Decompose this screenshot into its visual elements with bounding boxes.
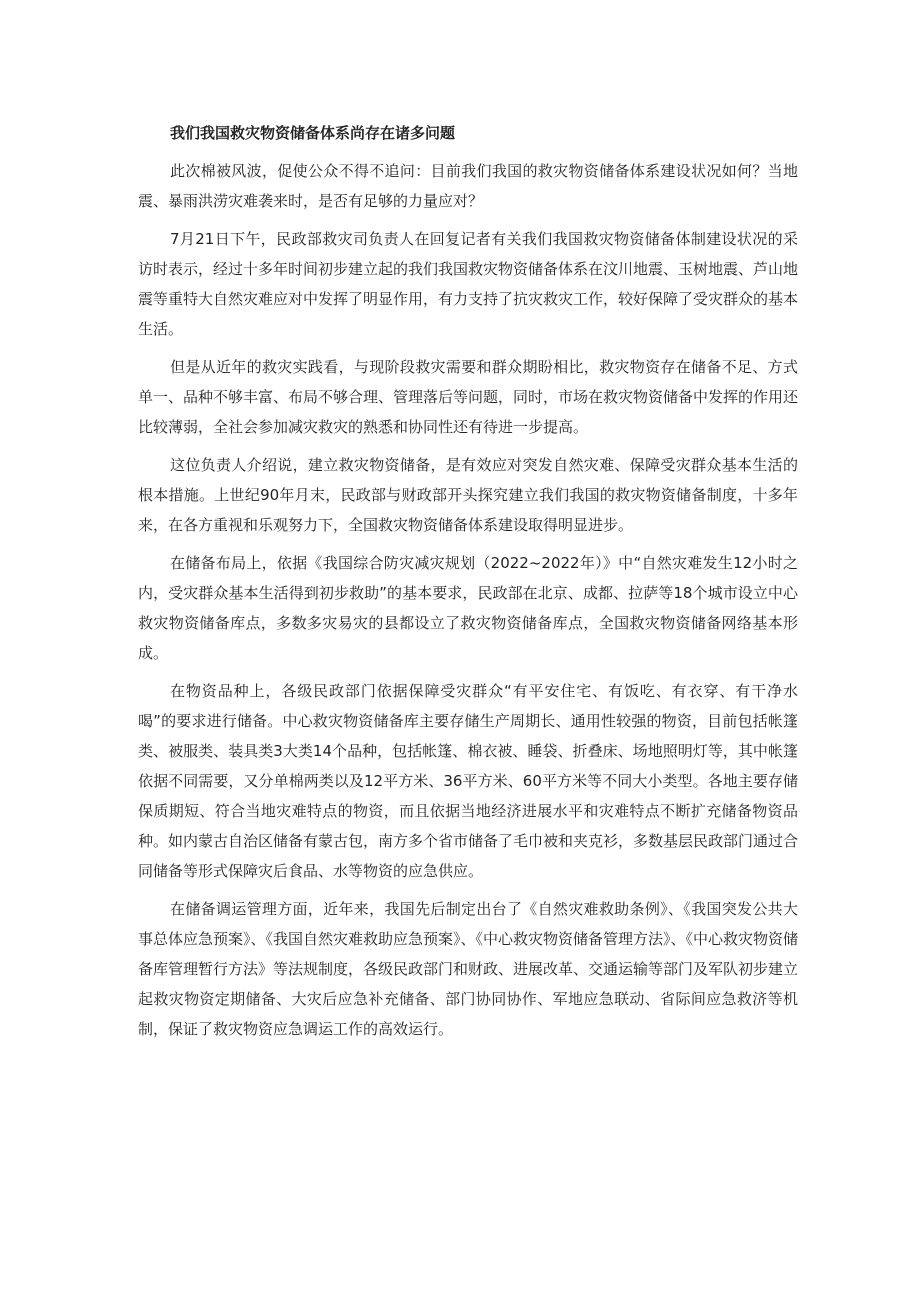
paragraph-5: 在储备布局上，依据《我国综合防灾减灾规划（2022~2022年）》中“自然灾难发生12小时之内，受灾群众基本生活得到初步救助”的基本要求，民政部在北京、成都、拉萨等18个城市设立中心救灾物资储备库点，多数多灾易灾的县都设立了救灾物资储备库点，全国救灾物资储备网络基本形成。 bbox=[138, 554, 798, 662]
paragraph-4: 这位负责人介绍说，建立救灾物资储备，是有效应对突发自然灾难、保障受灾群众基本生活的根本措施。上世纪90年月末，民政部与财政部开头探究建立我们我国的救灾物资储备制度，十多年来，在各方重视和乐观努力下，全国救灾物资储备体系建设取得明显进步。 bbox=[138, 456, 798, 534]
paragraph-3: 但是从近年的救灾实践看，与现阶段救灾需要和群众期盼相比，救灾物资存在储备不足、方式单一、品种不够丰富、布局不够合理、管理落后等问题，同时，市场在救灾物资储备中发挥的作用还比较薄弱，全社会参加减灾救灾的熟悉和协同性还有待进一步提高。 bbox=[138, 358, 799, 436]
document-title: 我们我国救灾物资储备体系尚存在诸多问题 bbox=[170, 124, 456, 142]
paragraph-7: 在储备调运管理方面，近年来，我国先后制定出台了《自然灾难救助条例》、《我国突发公共大事总体应急预案》、《我国自然灾难救助应急预案》、《中心救灾物资储备管理方法》、《中心救灾物资储备库管理暂行方法》等法规制度，各级民政部门和财政、进展改革、交通运输等部门及军队初步建立起救灾物资定期储备、大灾后应急补充储备、部门协同协作、军地应急联动、省际间应急救济等机制，保证了救灾物资应急调运工作的高效运行。 bbox=[138, 900, 799, 1038]
paragraph-1: 此次棉被风波，促使公众不得不追问：目前我们我国的救灾物资储备体系建设状况如何？当地震、暴雨洪涝灾难袭来时，是否有足够的力量应对？ bbox=[138, 162, 798, 210]
paragraph-2: 7月21日下午，民政部救灾司负责人在回复记者有关我们我国救灾物资储备体制建设状况的采访时表示，经过十多年时间初步建立起的我们我国救灾物资储备体系在汶川地震、玉树地震、芦山地震等重特大自然灾难应对中发挥了明显作用，有力支持了抗灾救灾工作，较好保障了受灾群众的基本生活。 bbox=[138, 230, 799, 338]
paragraph-6: 在物资品种上，各级民政部门依据保障受灾群众“有平安住宅、有饭吃、有衣穿、有干净水喝”的要求进行储备。中心救灾物资储备库主要存储生产周期长、通用性较强的物资，目前包括帐篷类、被服类、装具类3大类14个品种，包括帐篷、棉衣被、睡袋、折叠床、场地照明灯等，其中帐篷依据不同需要，又分单棉两类以及12平方米、36平方米、60平方米等不同大小类型。各地主要存储保质期短、符合当地灾难特点的物资，而且依据当地经济进展水平和灾难特点不断扩充储备物资品种。如内蒙古自治区储备有蒙古包，南方多个省市储备了毛巾被和夹克衫，多数基层民政部门通过合同储备等形式保障灾后食品、水等物资的应急供应。 bbox=[138, 682, 799, 880]
document-body bbox=[138, 118, 798, 1052]
